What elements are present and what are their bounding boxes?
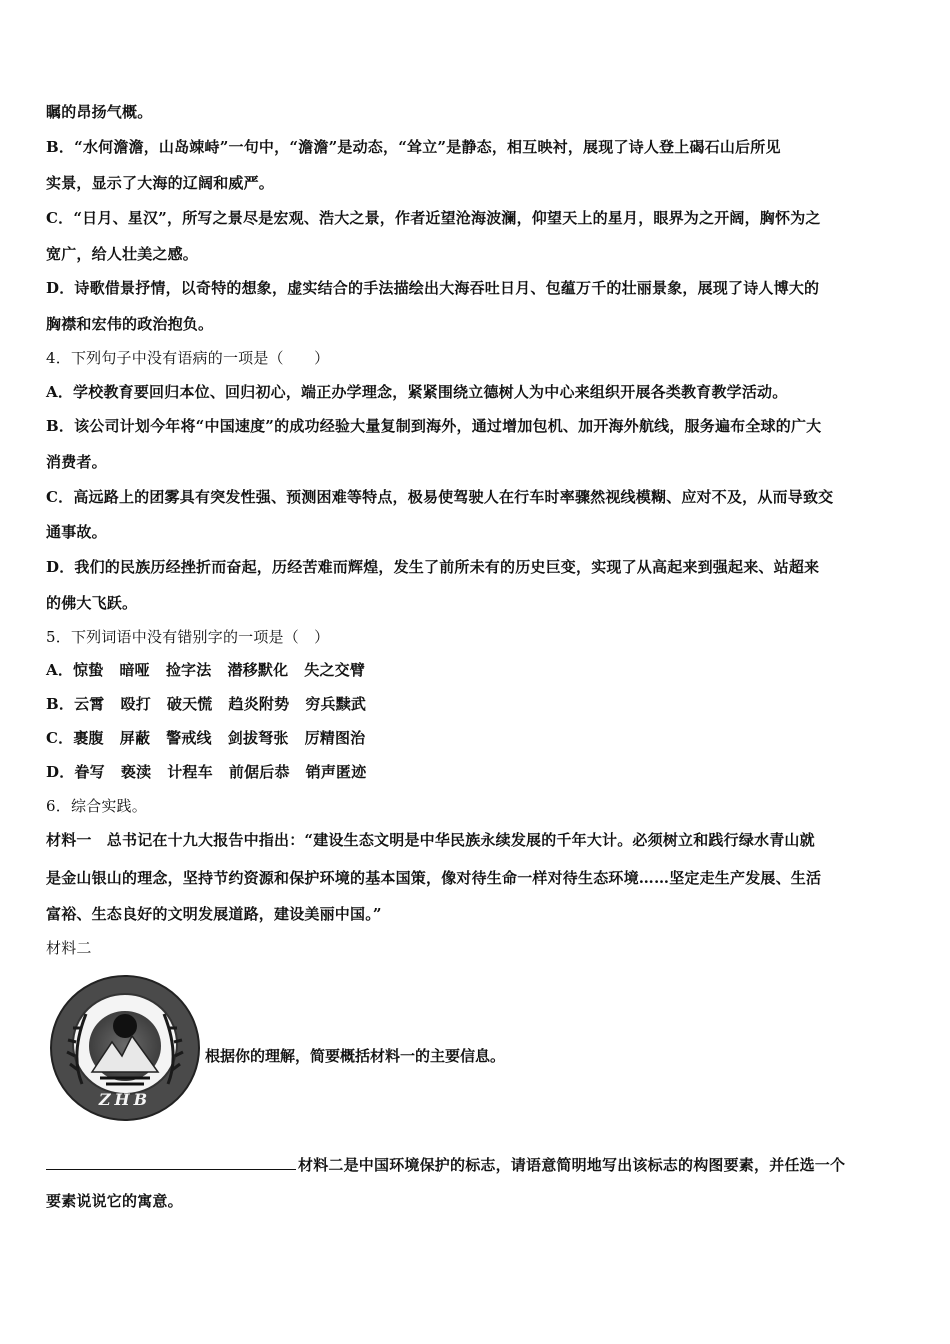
word: 厉精图治 [304,729,366,747]
option-letter: D． [46,763,75,781]
word: 捡字法 [165,661,212,679]
q5-option-d [46,762,382,782]
word: 眷写 [74,763,105,781]
prompt-text: 材料二是中国环境保护的标志，请语意简明地写出该标志的构图要素，并任选一个 [298,1156,846,1174]
option-d-line-2: 胸襟和宏伟的政治抱负。 [46,315,214,333]
question-6-prompt-2-line-1 [46,1155,845,1175]
word: 云霄 [74,695,105,713]
question-5-title: 5．下列词语中没有错别字的一项是（ ） [46,628,330,646]
q4-option-c-line-2: 通事故。 [46,523,107,541]
material-1-line-1: 材料一 总书记在十九大报告中指出：“建设生态文明是中华民族永续发展的千年大计。必须树立和践行绿水青山就 [46,831,815,849]
logo-text: ZHB [98,1090,152,1109]
word: 剑拔弩张 [227,729,289,747]
option-letter: B． [46,695,75,713]
word: 穷兵黩武 [305,695,367,713]
option-b-line-1: B．“水何澹澹，山岛竦峙”一句中，“澹澹”是动态，“耸立”是静态，相互映衬，展现了诗人登上碣石山后所见 [46,138,781,156]
word: 前倨后恭 [228,763,290,781]
question-4-title: 4．下列句子中没有语病的一项是（ ） [46,349,330,367]
q4-option-c-line-1: C．高远路上的团雾具有突发性强、预测困难等特点，极易使驾驶人在行车时率骤然视线模糊、应对不及，从而导致交 [46,488,834,506]
word: 潜移默化 [227,661,289,679]
answer-blank[interactable] [46,1155,296,1170]
q4-option-a: A．学校教育要回归本位、回归初心，端正办学理念，紧紧围绕立德树人为中心来组织开展各类教育教学活动。 [46,383,788,401]
word: 销声匿迹 [305,763,367,781]
q5-option-a [46,660,381,680]
word: 裹腹 [73,729,104,747]
q4-option-d-line-2: 的佛大飞跃。 [46,594,138,612]
option-letter: C． [46,729,74,747]
option-b-line-2: 实景，显示了大海的辽阔和威严。 [46,174,275,192]
word: 屏蔽 [119,729,151,747]
word: 计程车 [167,763,213,781]
word: 惊蛰 [73,661,104,679]
word: 亵渎 [120,763,152,781]
material-1-line-3: 富裕、生态良好的文明发展道路，建设美丽中国。” [46,905,382,923]
sun-icon [113,1014,137,1038]
word: 警戒线 [166,729,212,747]
word: 暗哑 [119,661,150,679]
option-d-line-1: D．诗歌借景抒情，以奇特的想象，虚实结合的手法描绘出大海吞吐日月、包蕴万千的壮丽景象，展现了诗人博大的 [46,279,820,297]
q5-option-c [46,728,381,748]
q4-option-d-line-1: D．我们的民族历经挫折而奋起，历经苦难而辉煌，发生了前所未有的历史巨变，实现了从高起来到强起来、站超来 [46,558,820,576]
question-6-prompt-2-line-2: 要素说说它的寓意。 [46,1192,183,1210]
q4-option-b-line-2: 消费者。 [46,453,107,471]
option-letter: A． [46,661,74,679]
question-6-title: 6．综合实践。 [46,797,147,815]
option-c-line-1: C．“日月、星汉”，所写之景尽是宏观、浩大之景，作者近望沧海波澜，仰望天上的星月，眼界为之开阔，胸怀为之 [46,209,821,227]
q4-option-b-line-1: B．该公司计划今年将“中国速度”的成功经验大量复制到海外，通过增加包机、加开海外航线，服务遍布全球的广大 [46,417,822,435]
word: 殴打 [120,695,151,713]
word: 失之交臂 [304,661,366,679]
word: 破天慌 [166,695,213,713]
option-c-line-2: 宽广，给人壮美之感。 [46,245,199,263]
material-2-label: 材料二 [46,939,92,957]
question-6-prompt-1: 根据你的理解，简要概括材料一的主要信息。 [205,1047,506,1065]
zhb-environment-logo [48,974,202,1122]
word: 趋炎附势 [228,695,290,713]
material-1-line-2: 是金山银山的理念，坚持节约资源和保护环境的基本国策，像对待生命一样对待生态环境……坚定走生产发展、生活 [46,869,822,887]
text-line-1: 瞩的昂扬气概。 [46,103,153,121]
q5-option-b [46,694,382,714]
